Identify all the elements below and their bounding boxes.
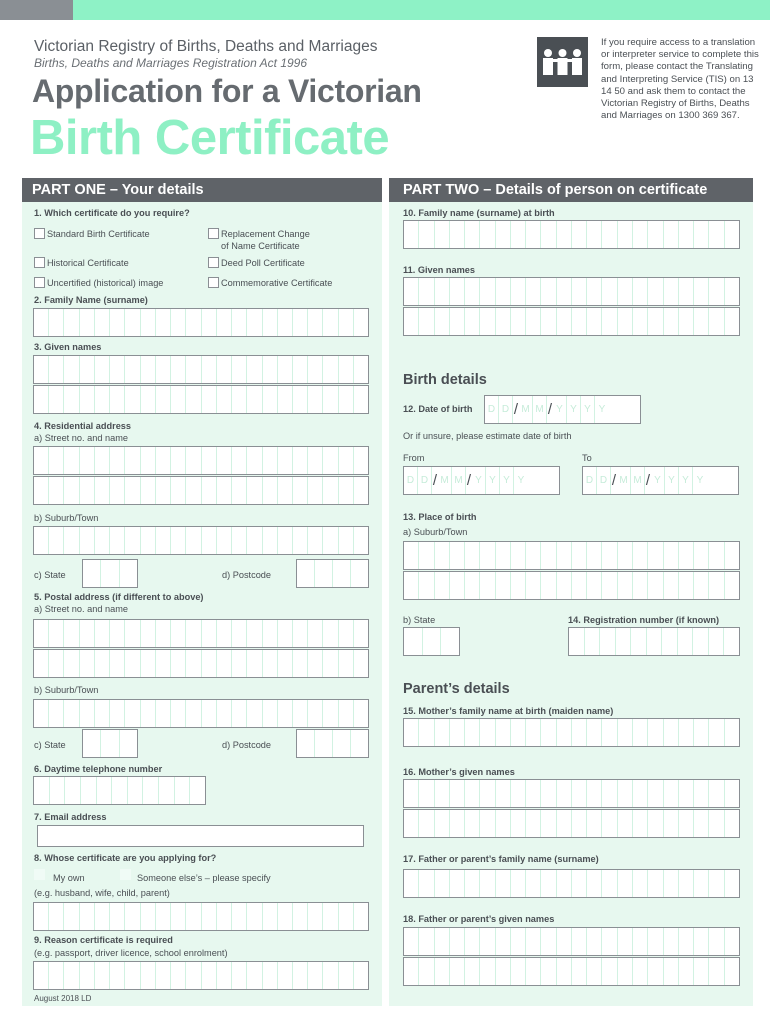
historical-label: Historical Certificate xyxy=(47,258,129,268)
interpreter-notice: If you require access to a translation or interpreter service to complete this form, please contact the Translating and Interpreting Service (TIS) on 13 14 50 and ask them to contact the Victorian Registry of Births, Deaths and Marriages on 1300 369 367. xyxy=(601,37,759,122)
date-glyph: D xyxy=(499,396,513,423)
person-given-names-input-2[interactable] xyxy=(403,307,740,336)
date-glyph: Y xyxy=(472,467,486,494)
registration-number-input[interactable] xyxy=(568,627,740,656)
date-glyph: D xyxy=(418,467,432,494)
q4-state-label: c) State xyxy=(34,570,66,580)
q13-state-label: b) State xyxy=(403,615,436,625)
birth-details-heading: Birth details xyxy=(403,372,487,388)
replacement-checkbox[interactable] xyxy=(208,228,219,239)
date-glyph: D xyxy=(583,467,597,494)
from-label: From xyxy=(403,453,425,463)
act-name: Births, Deaths and Marriages Registration Act 1996 xyxy=(34,56,308,70)
standard-checkbox[interactable] xyxy=(34,228,45,239)
q4-label: 4. Residential address xyxy=(34,421,132,431)
date-glyph: D xyxy=(404,467,418,494)
replacement-label-2: of Name Certificate xyxy=(221,241,300,251)
date-slash: / xyxy=(513,401,519,418)
date-glyph: M xyxy=(617,467,631,494)
postal-street-input-1[interactable] xyxy=(33,619,369,648)
date-glyph: Y xyxy=(679,467,693,494)
date-glyph: Y xyxy=(651,467,665,494)
date-glyph: Y xyxy=(696,475,704,486)
date-glyph: D xyxy=(597,467,611,494)
organisation-name: Victorian Registry of Births, Deaths and Marriages xyxy=(34,38,378,55)
residential-street-input-1[interactable] xyxy=(33,446,369,475)
q8-hint: (e.g. husband, wife, child, parent) xyxy=(34,888,170,898)
birth-suburb-input-2[interactable] xyxy=(403,571,740,600)
q4-postcode-label: d) Postcode xyxy=(222,570,272,580)
residential-suburb-input[interactable] xyxy=(33,526,369,555)
date-slash: / xyxy=(611,472,617,489)
birth-state-input[interactable] xyxy=(403,627,460,656)
relationship-input[interactable] xyxy=(33,902,369,931)
postal-suburb-input[interactable] xyxy=(33,699,369,728)
q3-label: 3. Given names xyxy=(34,342,102,352)
given-names-input-2[interactable] xyxy=(33,385,369,414)
commemorative-label: Commemorative Certificate xyxy=(221,278,333,288)
q13-suburb-label: a) Suburb/Town xyxy=(403,527,468,537)
date-glyph: Y xyxy=(486,467,500,494)
estimate-text: Or if unsure, please estimate date of birth xyxy=(403,431,572,441)
replacement-label-1: Replacement Change xyxy=(221,229,310,239)
person-given-names-input-1[interactable] xyxy=(403,277,740,306)
someone-else-label: Someone else’s – please specify xyxy=(137,873,271,883)
date-slash: / xyxy=(645,472,651,489)
footer-version: August 2018 LD xyxy=(34,994,92,1003)
q11-label: 11. Given names xyxy=(403,265,476,275)
title-line-2: Birth Certificate xyxy=(30,111,390,165)
given-names-input-1[interactable] xyxy=(33,355,369,384)
date-glyph: M xyxy=(519,396,533,423)
daytime-phone-input[interactable] xyxy=(33,776,206,805)
historical-checkbox[interactable] xyxy=(34,257,45,268)
q10-label: 10. Family name (surname) at birth xyxy=(403,208,555,218)
date-glyph: M xyxy=(631,467,645,494)
q5-postcode-label: d) Postcode xyxy=(222,740,272,750)
to-date-input[interactable] xyxy=(582,466,739,495)
mother-given-names-input-1[interactable] xyxy=(403,779,740,808)
date-glyph: Y xyxy=(598,404,606,415)
uncertified-label: Uncertified (historical) image xyxy=(47,278,164,288)
date-slash: / xyxy=(466,472,472,489)
date-glyph: Y xyxy=(665,467,679,494)
q6-label: 6. Daytime telephone number xyxy=(34,764,163,774)
date-glyph: Y xyxy=(553,396,567,423)
birth-suburb-input-1[interactable] xyxy=(403,541,740,570)
q17-label: 17. Father or parent’s family name (surname) xyxy=(403,854,599,864)
father-given-names-input-2[interactable] xyxy=(403,957,740,986)
postal-street-input-2[interactable] xyxy=(33,649,369,678)
parents-details-heading: Parent’s details xyxy=(403,681,510,697)
top-bar-green xyxy=(73,0,770,20)
residential-street-input-2[interactable] xyxy=(33,476,369,505)
q2-label: 2. Family Name (surname) xyxy=(34,295,148,305)
reason-input[interactable] xyxy=(33,961,369,990)
uncertified-checkbox[interactable] xyxy=(34,277,45,288)
date-glyph: M xyxy=(438,467,452,494)
standard-label: Standard Birth Certificate xyxy=(47,229,150,239)
q5-street-label: a) Street no. and name xyxy=(34,604,128,614)
deed-poll-checkbox[interactable] xyxy=(208,257,219,268)
date-glyph: M xyxy=(452,467,466,494)
q15-label: 15. Mother’s family name at birth (maiden name) xyxy=(403,706,614,716)
q1-label: 1. Which certificate do you require? xyxy=(34,208,190,218)
top-bar-grey xyxy=(0,0,73,20)
residential-state-input[interactable] xyxy=(82,559,138,588)
q4-street-label: a) Street no. and name xyxy=(34,433,128,443)
father-surname-input[interactable] xyxy=(403,869,740,898)
father-given-names-input-1[interactable] xyxy=(403,927,740,956)
q14-label: 14. Registration number (if known) xyxy=(568,615,720,625)
date-glyph: Y xyxy=(500,467,514,494)
mother-given-names-input-2[interactable] xyxy=(403,809,740,838)
q7-label: 7. Email address xyxy=(34,812,107,822)
date-glyph: Y xyxy=(517,475,525,486)
part-two-heading: PART TWO – Details of person on certificate xyxy=(389,178,753,202)
q5-state-label: c) State xyxy=(34,740,66,750)
q4-suburb-label: b) Suburb/Town xyxy=(34,513,99,523)
mother-maiden-name-input[interactable] xyxy=(403,718,740,747)
postal-state-input[interactable] xyxy=(82,729,138,758)
q5-label: 5. Postal address (if different to above) xyxy=(34,592,204,602)
date-glyph: D xyxy=(485,396,499,423)
q18-label: 18. Father or parent’s given names xyxy=(403,914,555,924)
date-glyph: M xyxy=(533,396,547,423)
people-icon xyxy=(537,37,588,87)
q16-label: 16. Mother’s given names xyxy=(403,767,515,777)
date-glyph: Y xyxy=(567,396,581,423)
date-glyph: Y xyxy=(581,396,595,423)
deed-poll-label: Deed Poll Certificate xyxy=(221,258,305,268)
q9-hint: (e.g. passport, driver licence, school enrolment) xyxy=(34,948,228,958)
someone-else-checkbox[interactable] xyxy=(120,869,131,880)
q13-label: 13. Place of birth xyxy=(403,512,477,522)
birth-surname-input[interactable] xyxy=(403,220,740,249)
my-own-label: My own xyxy=(53,873,85,883)
family-name-input[interactable] xyxy=(33,308,369,337)
residential-postcode-input[interactable] xyxy=(296,559,369,588)
q12-label: 12. Date of birth xyxy=(403,404,473,414)
my-own-checkbox[interactable] xyxy=(34,869,45,880)
email-input[interactable] xyxy=(37,825,364,847)
q5-suburb-label: b) Suburb/Town xyxy=(34,685,99,695)
from-date-input[interactable] xyxy=(403,466,560,495)
date-of-birth-input[interactable] xyxy=(484,395,641,424)
postal-postcode-input[interactable] xyxy=(296,729,369,758)
to-label: To xyxy=(582,453,592,463)
commemorative-checkbox[interactable] xyxy=(208,277,219,288)
q8-label: 8. Whose certificate are you applying for? xyxy=(34,853,217,863)
q9-label: 9. Reason certificate is required xyxy=(34,935,173,945)
date-slash: / xyxy=(432,472,438,489)
part-one-heading: PART ONE – Your details xyxy=(22,178,382,202)
title-line-1: Application for a Victorian xyxy=(32,73,422,109)
date-slash: / xyxy=(547,401,553,418)
